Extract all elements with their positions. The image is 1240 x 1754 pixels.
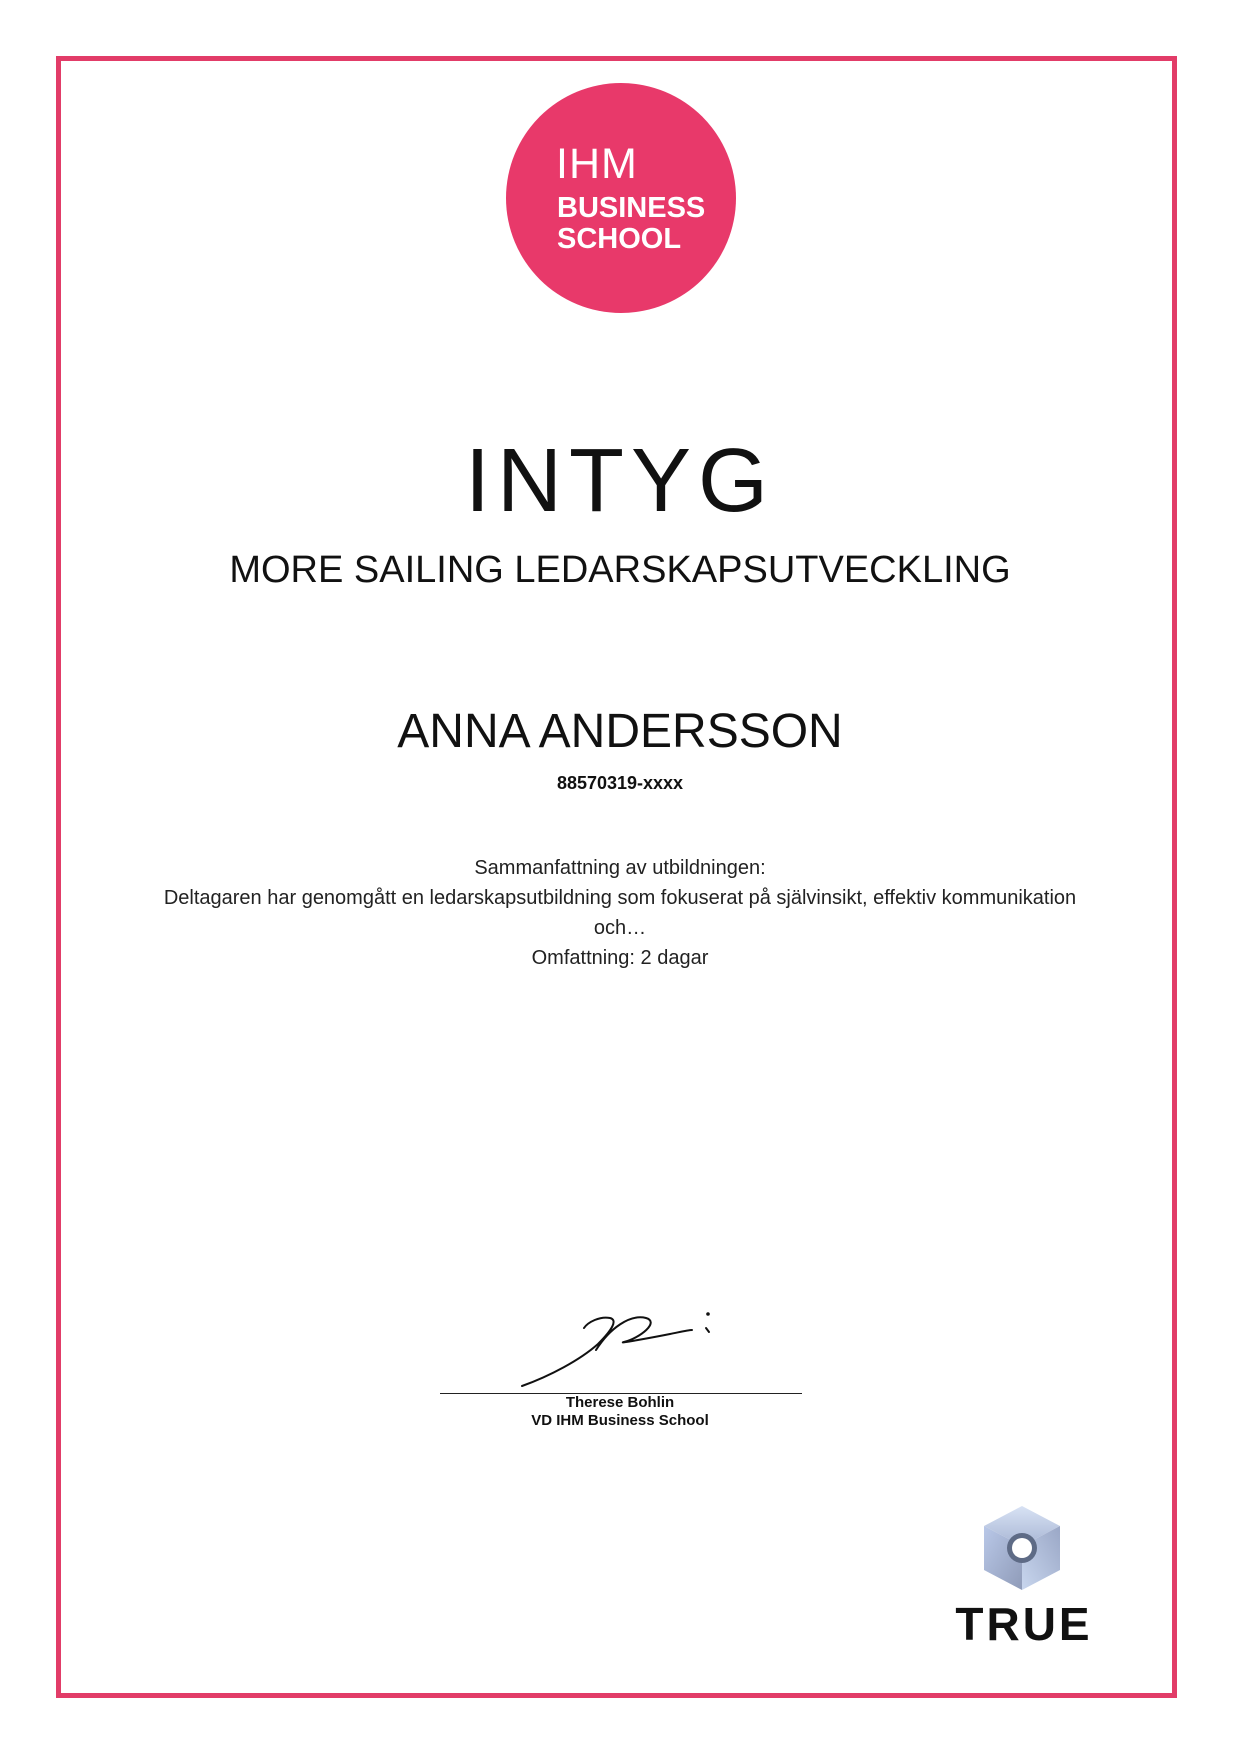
true-wordmark: TRUE [955,1598,1093,1650]
summary-heading: Sammanfattning av utbildningen: [474,857,766,879]
signatory-name: Therese Bohlin [565,1394,675,1411]
course-summary [140,853,1100,973]
signatory-role: VD IHM Business School [531,1412,709,1429]
logo-line-business: BUSINESS [557,192,706,224]
course-name: MORE SAILING LEDARSKAPSUTVECKLING [229,549,1011,591]
summary-line-1: Deltagaren har genomgått en ledarskapsutbildning som fokuserat på självinsikt, effektiv kommunikation [163,887,1077,909]
ihm-business-school-logo [506,83,736,313]
true-cube-logo-icon [978,1504,1066,1592]
logo-line-school: SCHOOL [557,223,682,255]
participant-name: ANNA ANDERSSON [397,705,843,758]
personal-number: 88570319-xxxx [556,773,684,793]
logo-line-ihm: IHM [556,140,638,188]
certificate-title: INTYG [464,431,775,531]
summary-scope: Omfattning: 2 dagar [531,947,709,969]
handwritten-signature [520,1308,720,1390]
summary-line-2: och… [593,917,647,939]
